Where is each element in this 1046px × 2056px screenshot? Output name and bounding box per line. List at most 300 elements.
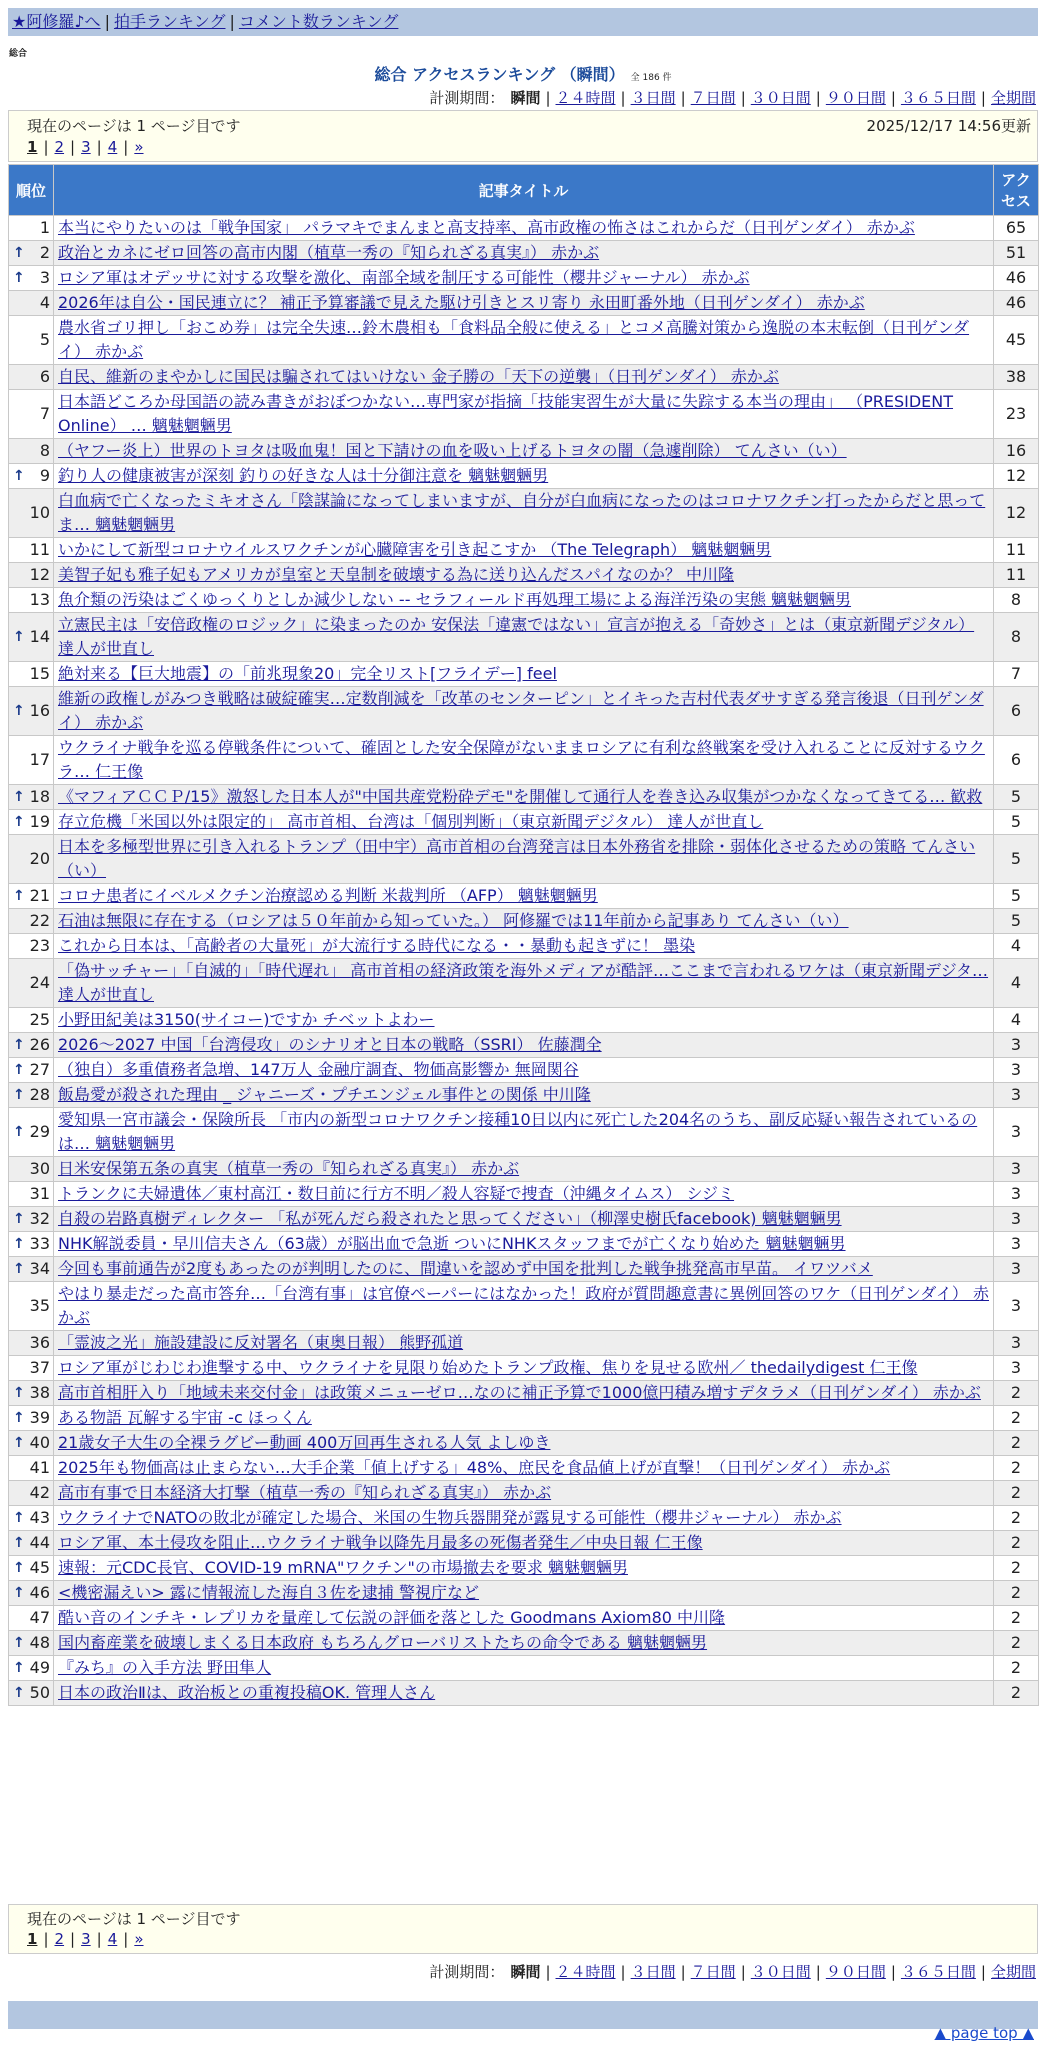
article-link[interactable]: ウクライナでNATOの敗北が確定した場合、米国の生物兵器開発が露見する可能性（櫻井ジャーナル） 赤かぶ bbox=[58, 1508, 842, 1527]
rank-cell bbox=[9, 934, 54, 959]
title-cell bbox=[54, 1531, 994, 1556]
access-count: 3 bbox=[994, 1108, 1039, 1157]
period-link[interactable]: ９０日間 bbox=[825, 1963, 886, 1981]
table-row bbox=[9, 1381, 1039, 1406]
title-cell bbox=[54, 390, 994, 439]
period-link[interactable]: ２４時間 bbox=[555, 89, 616, 107]
rank-number: 48 bbox=[29, 1633, 50, 1652]
page-top-link[interactable]: ▲ page top ▲ bbox=[934, 2024, 1034, 2042]
rank-number: 34 bbox=[29, 1259, 50, 1278]
article-link[interactable]: 小野田紀美は3150(サイコー)ですか チベットよわー bbox=[58, 1010, 435, 1029]
rank-cell bbox=[9, 216, 54, 241]
table-row bbox=[9, 365, 1039, 390]
title-cell bbox=[54, 563, 994, 588]
up-arrow-icon: ↑ bbox=[13, 270, 25, 286]
article-link[interactable]: <機密漏えい> 露に情報流した海自３佐を逮捕 警視庁など bbox=[58, 1583, 479, 1602]
rank-cell bbox=[9, 1356, 54, 1381]
article-link[interactable]: 酷い音のインチキ・レプリカを量産して伝説の評価を落とした Goodmans Axiom80 中川隆 bbox=[58, 1608, 726, 1627]
rank-number: 42 bbox=[29, 1483, 50, 1502]
access-count: 2 bbox=[994, 1606, 1039, 1631]
updated-timestamp: 2025/12/17 14:56更新 bbox=[866, 117, 1031, 135]
access-count: 3 bbox=[994, 1207, 1039, 1232]
table-row bbox=[9, 1033, 1039, 1058]
rank-number: 43 bbox=[29, 1508, 50, 1527]
up-arrow-icon: ↑ bbox=[13, 703, 25, 719]
period-selector-bottom bbox=[429, 1961, 1036, 1982]
pager-link[interactable]: 2 bbox=[54, 1930, 65, 1948]
title-cell bbox=[54, 1606, 994, 1631]
rank-cell bbox=[9, 1257, 54, 1282]
article-link[interactable]: 2026～2027 中国「台湾侵攻」のシナリオと日本の戦略（SSRI） 佐藤潤全 bbox=[58, 1035, 602, 1054]
access-count: 2 bbox=[994, 1656, 1039, 1681]
period-link[interactable]: ９０日間 bbox=[825, 89, 886, 107]
title-cell bbox=[54, 1108, 994, 1157]
up-arrow-icon: ↑ bbox=[13, 629, 25, 645]
access-count: 4 bbox=[994, 959, 1039, 1008]
access-count: 12 bbox=[994, 489, 1039, 538]
access-count: 5 bbox=[994, 909, 1039, 934]
rank-cell bbox=[9, 736, 54, 785]
title-cell bbox=[54, 687, 994, 736]
article-link[interactable]: 維新の政権しがみつき戦略は破綻確実…定数削減を「改革のセンターピン」とイキった吉村代表ダサすぎる発言後退（日刊ゲンダイ） 赤かぶ bbox=[58, 689, 984, 732]
article-link[interactable]: ロシア軍、本土侵攻を阻止…ウクライナ戦争以降先月最多の死傷者発生／中央日報 仁王像 bbox=[58, 1533, 703, 1552]
article-link[interactable]: 農水省ゴリ押し「おこめ券」は完全失速…鈴木農相も「食料品全般に使える」とコメ高騰対策から逸脱の本末転倒（日刊ゲンダイ） 赤かぶ bbox=[58, 318, 970, 361]
rank-number: 21 bbox=[29, 886, 50, 905]
pagination bbox=[27, 138, 144, 156]
pager-next[interactable]: » bbox=[134, 138, 144, 156]
article-link[interactable]: コロナ患者にイベルメクチン治療認める判断 米裁判所 （AFP） 魑魅魍魎男 bbox=[58, 886, 598, 905]
article-link[interactable]: 立憲民主は「安倍政権のロジック」に染まったのか 安保法「違憲ではない」宣言が抱える「奇妙さ」とは（東京新聞デジタル） 達人が世直し bbox=[58, 615, 975, 658]
period-label: 計測期間： bbox=[429, 1963, 505, 1981]
rank-number: 40 bbox=[29, 1433, 50, 1452]
access-count: 5 bbox=[994, 810, 1039, 835]
table-row bbox=[9, 1232, 1039, 1257]
up-arrow-icon: ↑ bbox=[13, 1261, 25, 1277]
title-cell bbox=[54, 959, 994, 1008]
period-separator: | bbox=[740, 1963, 746, 1981]
table-row bbox=[9, 489, 1039, 538]
nav-separator: | bbox=[229, 12, 235, 31]
rank-cell bbox=[9, 464, 54, 489]
article-link[interactable]: 絶対来る【巨大地震】の「前兆現象20」完全リスト[フライデー] feel bbox=[58, 664, 557, 683]
period-link[interactable]: ３６５日間 bbox=[900, 89, 976, 107]
rank-cell bbox=[9, 291, 54, 316]
rank-number: 1 bbox=[39, 218, 50, 237]
rank-cell bbox=[9, 563, 54, 588]
rank-cell bbox=[9, 613, 54, 662]
rank-number: 17 bbox=[29, 750, 50, 769]
title-cell bbox=[54, 613, 994, 662]
access-count: 3 bbox=[994, 1058, 1039, 1083]
period-separator: | bbox=[680, 89, 686, 107]
table-header-row bbox=[9, 165, 1039, 216]
period-link[interactable]: ７日間 bbox=[690, 1963, 736, 1981]
article-link[interactable]: 日本語どころか母国語の読み書きがおぼつかない…専門家が指摘「技能実習生が大量に失踪する本当の理由」 （PRESIDENT Online） … 魑魅魍魎男 bbox=[58, 392, 954, 435]
rank-cell bbox=[9, 909, 54, 934]
title-cell bbox=[54, 1456, 994, 1481]
pager-link[interactable]: 4 bbox=[107, 138, 118, 156]
table-row bbox=[9, 266, 1039, 291]
top-nav-bar bbox=[8, 8, 1038, 36]
article-link[interactable]: （ヤフー炎上）世界のトヨタは吸血鬼！国と下請けの血を吸い上げるトヨタの闇（急遽削除） てんさい（い） bbox=[58, 441, 847, 460]
article-link[interactable]: （独自）多重債務者急増、147万人 金融庁調査、物価高影響か 無岡関谷 bbox=[58, 1060, 579, 1079]
article-link[interactable]: 高市有事で日本経済大打撃（植草一秀の『知られざる真実』） 赤かぶ bbox=[58, 1483, 552, 1502]
article-link[interactable]: 魚介類の汚染はごくゆっくりとしか減少しない -- セラフィールド再処理工場による海洋汚染の実態 魑魅魍魎男 bbox=[58, 590, 852, 609]
table-row bbox=[9, 1257, 1039, 1282]
pager-current: 1 bbox=[27, 138, 38, 156]
article-link[interactable]: 『みち』の入手方法 野田隼人 bbox=[58, 1658, 272, 1677]
period-link[interactable]: ３６５日間 bbox=[900, 1963, 976, 1981]
article-link[interactable]: 美智子妃も雅子妃もアメリカが皇室と天皇制を破壊する為に送り込んだスパイなのか？ 中川隆 bbox=[58, 565, 734, 584]
rank-number: 25 bbox=[29, 1010, 50, 1029]
rank-cell bbox=[9, 884, 54, 909]
article-link[interactable]: ロシア軍はオデッサに対する攻撃を激化、南部全域を制圧する可能性（櫻井ジャーナル） 赤かぶ bbox=[58, 268, 750, 287]
pager-link[interactable]: 3 bbox=[81, 1930, 91, 1948]
rank-number: 27 bbox=[29, 1060, 50, 1079]
period-link[interactable]: ３日間 bbox=[630, 1963, 676, 1981]
table-row bbox=[9, 1108, 1039, 1157]
pager-separator: | bbox=[123, 1930, 129, 1948]
rank-cell bbox=[9, 316, 54, 365]
rank-number: 6 bbox=[39, 367, 50, 386]
rank-number: 33 bbox=[29, 1234, 50, 1253]
table-row bbox=[9, 909, 1039, 934]
rank-cell bbox=[9, 1556, 54, 1581]
article-link[interactable]: ウクライナ戦争を巡る停戦条件について、確固とした安全保障がないままロシアに有利な終戦案を受け入れることに反対するウクラ… 仁王像 bbox=[58, 738, 985, 781]
rank-number: 2 bbox=[39, 243, 50, 262]
rank-number: 13 bbox=[29, 590, 50, 609]
table-row bbox=[9, 959, 1039, 1008]
period-link[interactable]: ３０日間 bbox=[750, 1963, 811, 1981]
access-count: 2 bbox=[994, 1456, 1039, 1481]
up-arrow-icon: ↑ bbox=[13, 1385, 25, 1401]
rank-cell bbox=[9, 1008, 54, 1033]
period-separator: | bbox=[545, 89, 551, 107]
article-link[interactable]: 今回も事前通告が2度もあったのが判明したのに、間違いを認めず中国を批判した戦争挑発高市早苗。 イワツバメ bbox=[58, 1259, 873, 1278]
rank-number: 32 bbox=[29, 1209, 50, 1228]
table-row bbox=[9, 810, 1039, 835]
title-cell bbox=[54, 1381, 994, 1406]
period-link[interactable]: 全期間 bbox=[990, 1963, 1036, 1981]
title-cell bbox=[54, 1232, 994, 1257]
rank-cell bbox=[9, 1381, 54, 1406]
table-row bbox=[9, 588, 1039, 613]
up-arrow-icon: ↑ bbox=[13, 1435, 25, 1451]
access-count: 2 bbox=[994, 1506, 1039, 1531]
rank-number: 49 bbox=[29, 1658, 50, 1677]
up-arrow-icon: ↑ bbox=[13, 814, 25, 830]
period-current: 瞬間 bbox=[510, 89, 541, 107]
article-link[interactable]: 《マフィアＣＣＰ/15》激怒した日本人が"中国共産党粉砕デモ"を開催して通行人を巻き込み収集がつかなくなってきてる… 歓救 bbox=[58, 787, 983, 806]
access-count: 65 bbox=[994, 216, 1039, 241]
title-cell bbox=[54, 489, 994, 538]
rank-cell bbox=[9, 1033, 54, 1058]
title-cell bbox=[54, 810, 994, 835]
rank-number: 37 bbox=[29, 1358, 50, 1377]
access-count: 2 bbox=[994, 1531, 1039, 1556]
article-link[interactable]: 2025年も物価高は止まらない…大手企業「値上げする」48%、庶民を食品値上げが直撃！（日刊ゲンダイ） 赤かぶ bbox=[58, 1458, 891, 1477]
period-separator: | bbox=[620, 1963, 626, 1981]
table-row bbox=[9, 1481, 1039, 1506]
breadcrumb: 総合 bbox=[9, 49, 28, 59]
rank-number: 22 bbox=[29, 911, 50, 930]
up-arrow-icon: ↑ bbox=[13, 1236, 25, 1252]
access-count: 3 bbox=[994, 1356, 1039, 1381]
article-link[interactable]: 高市首相肝入り「地域未来交付金」は政策メニューゼロ…なのに補正予算で1000億円積み増すデタラメ（日刊ゲンダイ） 赤かぶ bbox=[58, 1383, 981, 1402]
rank-cell bbox=[9, 835, 54, 884]
access-count: 3 bbox=[994, 1157, 1039, 1182]
access-count: 4 bbox=[994, 1008, 1039, 1033]
title-cell bbox=[54, 1581, 994, 1606]
table-row bbox=[9, 687, 1039, 736]
title-cell bbox=[54, 1431, 994, 1456]
table-row bbox=[9, 1008, 1039, 1033]
table-row bbox=[9, 1058, 1039, 1083]
period-separator: | bbox=[680, 1963, 686, 1981]
rank-cell bbox=[9, 1083, 54, 1108]
rank-cell bbox=[9, 687, 54, 736]
rank-cell bbox=[9, 1606, 54, 1631]
rank-cell bbox=[9, 1531, 54, 1556]
pager-link[interactable]: 3 bbox=[81, 138, 91, 156]
table-row bbox=[9, 1207, 1039, 1232]
title-cell bbox=[54, 1257, 994, 1282]
article-link[interactable]: 速報：元CDC長官、COVID-19 mRNA"ワクチン"の市場撤去を要求 魑魅魍魎男 bbox=[58, 1558, 628, 1577]
home-link[interactable]: ★阿修羅♪へ bbox=[12, 12, 101, 31]
access-count: 3 bbox=[994, 1182, 1039, 1207]
article-link[interactable]: NHK解説委員・早川信夫さん（63歳）が脳出血で急逝 ついにNHKスタッフまでが亡くなり始めた 魑魅魍魎男 bbox=[58, 1234, 846, 1253]
access-count: 2 bbox=[994, 1631, 1039, 1656]
rank-cell bbox=[9, 810, 54, 835]
rank-header: 順位 bbox=[9, 165, 54, 216]
rank-number: 3 bbox=[39, 268, 50, 287]
page-title-text: 総合 アクセスランキング （瞬間） bbox=[374, 65, 625, 84]
table-row bbox=[9, 1157, 1039, 1182]
rank-cell bbox=[9, 662, 54, 687]
article-link[interactable]: 「霊波之光」施設建設に反対署名（東奥日報） 熊野孤道 bbox=[58, 1333, 464, 1352]
access-count: 5 bbox=[994, 785, 1039, 810]
article-link[interactable]: 日本の政治Ⅱは、政治板との重複投稿OK. 管理人さん bbox=[58, 1683, 436, 1702]
pager-link[interactable]: 2 bbox=[54, 138, 65, 156]
article-link[interactable]: 本当にやりたいのは「戦争国家」 パラマキでまんまと高支持率、高市政権の怖さはこれからだ（日刊ゲンダイ） 赤かぶ bbox=[58, 218, 915, 237]
table-row bbox=[9, 1282, 1039, 1331]
rank-number: 47 bbox=[29, 1608, 50, 1627]
period-separator: | bbox=[815, 89, 821, 107]
rank-number: 8 bbox=[39, 441, 50, 460]
article-link[interactable]: 日本を多極型世界に引き入れるトランプ（田中宇）高市首相の台湾発言は日本外務省を排除・弱体化させるための策略 てんさい（い） bbox=[58, 837, 976, 880]
article-link[interactable]: 国内畜産業を破壊しまくる日本政府 もちろんグローバリストたちの命令である 魑魅魍魎男 bbox=[58, 1633, 708, 1652]
article-link[interactable]: ロシア軍がじわじわ進撃する中、ウクライナを見限り始めたトランプ政権、焦りを見せる欧州／ thedailydigest 仁王像 bbox=[58, 1358, 918, 1377]
article-link[interactable]: 愛知県一宮市議会・保険所長 「市内の新型コロナワクチン接種10日以内に死亡した204名のうち、副反応疑い報告されているのは… 魑魅魍魎男 bbox=[58, 1110, 978, 1153]
rank-number: 28 bbox=[29, 1085, 50, 1104]
article-link[interactable]: やはり暴走だった高市答弁…「台湾有事」は官僚ペーパーにはなかった！政府が質問趣意書に異例回答のワケ（日刊ゲンダイ） 赤かぶ bbox=[58, 1284, 990, 1327]
access-count: 6 bbox=[994, 736, 1039, 785]
article-link[interactable]: 政治とカネにゼロ回答の高市内閣（植草一秀の『知られざる真実』） 赤かぶ bbox=[58, 243, 600, 262]
access-count: 2 bbox=[994, 1581, 1039, 1606]
up-arrow-icon: ↑ bbox=[13, 245, 25, 261]
rank-number: 20 bbox=[29, 849, 50, 868]
rank-cell bbox=[9, 1282, 54, 1331]
access-count: 2 bbox=[994, 1481, 1039, 1506]
rank-cell bbox=[9, 439, 54, 464]
rank-cell bbox=[9, 538, 54, 563]
article-link[interactable]: ある物語 瓦解する宇宙 -c ほっくん bbox=[58, 1408, 312, 1427]
article-link[interactable]: 存立危機「米国以外は限定的」 高市首相、台湾は「個別判断」（東京新聞デジタル） 達人が世直し bbox=[58, 812, 764, 831]
rank-number: 35 bbox=[29, 1296, 50, 1315]
table-row bbox=[9, 291, 1039, 316]
comment-ranking-link[interactable]: コメント数ランキング bbox=[238, 12, 399, 31]
period-link[interactable]: ２４時間 bbox=[555, 1963, 616, 1981]
rank-number: 39 bbox=[29, 1408, 50, 1427]
rank-cell bbox=[9, 365, 54, 390]
title-cell bbox=[54, 1506, 994, 1531]
article-link[interactable]: 日米安保第五条の真実（植草一秀の『知られざる真実』） 赤かぶ bbox=[58, 1159, 520, 1178]
title-cell bbox=[54, 538, 994, 563]
rank-cell bbox=[9, 959, 54, 1008]
access-count: 3 bbox=[994, 1033, 1039, 1058]
rank-number: 11 bbox=[29, 540, 50, 559]
table-row bbox=[9, 538, 1039, 563]
table-row bbox=[9, 934, 1039, 959]
up-arrow-icon: ↑ bbox=[13, 1660, 25, 1676]
bottom-bar bbox=[8, 2001, 1038, 2029]
title-cell bbox=[54, 835, 994, 884]
rank-cell bbox=[9, 1656, 54, 1681]
title-cell bbox=[54, 1282, 994, 1331]
pager-separator: | bbox=[123, 138, 129, 156]
access-count: 12 bbox=[994, 464, 1039, 489]
title-cell bbox=[54, 316, 994, 365]
rank-number: 14 bbox=[29, 627, 50, 646]
access-count: 8 bbox=[994, 613, 1039, 662]
period-separator: | bbox=[890, 89, 896, 107]
title-cell bbox=[54, 1656, 994, 1681]
article-link[interactable]: トランクに夫婦遺体／東村高江・数日前に行方不明／殺人容疑で捜査（沖縄タイムス） シジミ bbox=[58, 1184, 735, 1203]
period-separator: | bbox=[980, 1963, 986, 1981]
table-row bbox=[9, 1581, 1039, 1606]
period-link[interactable]: 全期間 bbox=[990, 89, 1036, 107]
rank-cell bbox=[9, 1581, 54, 1606]
table-row bbox=[9, 662, 1039, 687]
article-link[interactable]: 21歳女子大生の全裸ラグビー動画 400万回再生される人気 よしゆき bbox=[58, 1433, 551, 1452]
rank-cell bbox=[9, 266, 54, 291]
rank-number: 29 bbox=[29, 1122, 50, 1141]
table-row bbox=[9, 884, 1039, 909]
table-row bbox=[9, 1083, 1039, 1108]
rank-number: 5 bbox=[39, 330, 50, 349]
pager-link[interactable]: 4 bbox=[107, 1930, 118, 1948]
title-cell bbox=[54, 909, 994, 934]
table-row bbox=[9, 1506, 1039, 1531]
article-link[interactable]: いかにして新型コロナウイルスワクチンが心臓障害を引き起こすか （The Telegraph） 魑魅魍魎男 bbox=[58, 540, 772, 559]
table-row bbox=[9, 563, 1039, 588]
up-arrow-icon: ↑ bbox=[13, 1062, 25, 1078]
rank-number: 4 bbox=[39, 293, 50, 312]
article-link[interactable]: 「偽サッチャー」「自滅的」「時代遅れ」 高市首相の経済政策を海外メディアが酷評…ここまで言われるワケは（東京新聞デジタ… 達人が世直し bbox=[58, 961, 989, 1004]
page-info-box bbox=[8, 110, 1038, 162]
article-link[interactable]: 自民、維新のまやかしに国民は騙されてはいけない 金子勝の「天下の逆襲」（日刊ゲンダイ） 赤かぶ bbox=[58, 367, 779, 386]
title-cell bbox=[54, 1157, 994, 1182]
period-link[interactable]: ７日間 bbox=[690, 89, 736, 107]
period-link[interactable]: ３日間 bbox=[630, 89, 676, 107]
access-count: 5 bbox=[994, 884, 1039, 909]
table-row bbox=[9, 1406, 1039, 1431]
access-count: 2 bbox=[994, 1381, 1039, 1406]
rank-cell bbox=[9, 241, 54, 266]
article-link[interactable]: 自殺の岩路真樹ディレクター 「私が死んだら殺されたと思ってください」（柳澤史樹氏facebook) 魑魅魍魎男 bbox=[58, 1209, 842, 1228]
access-count: 3 bbox=[994, 1282, 1039, 1331]
title-header: 記事タイトル bbox=[54, 165, 994, 216]
article-link[interactable]: 2026年は自公・国民連立に？ 補正予算審議で見えた駆け引きとスリ寄り 永田町番外地（日刊ゲンダイ） 赤かぶ bbox=[58, 293, 865, 312]
rank-cell bbox=[9, 1182, 54, 1207]
rank-number: 7 bbox=[39, 404, 50, 423]
access-count: 3 bbox=[994, 1331, 1039, 1356]
title-cell bbox=[54, 934, 994, 959]
title-cell bbox=[54, 1182, 994, 1207]
current-page-text: 現在のページは 1 ページ目です bbox=[27, 117, 241, 135]
rank-number: 31 bbox=[29, 1184, 50, 1203]
access-count: 2 bbox=[994, 1431, 1039, 1456]
rank-number: 44 bbox=[29, 1533, 50, 1552]
title-cell bbox=[54, 439, 994, 464]
rank-number: 36 bbox=[29, 1333, 50, 1352]
article-link[interactable]: 白血病で亡くなったミキオさん「陰謀論になってしまいますが、自分が白血病になったのはコロナワクチン打ったからだと思ってま… 魑魅魍魎男 bbox=[58, 491, 986, 534]
access-count: 11 bbox=[994, 538, 1039, 563]
period-separator: | bbox=[815, 1963, 821, 1981]
access-count: 11 bbox=[994, 563, 1039, 588]
rank-cell bbox=[9, 1058, 54, 1083]
period-separator: | bbox=[980, 89, 986, 107]
table-row bbox=[9, 1606, 1039, 1631]
table-row bbox=[9, 835, 1039, 884]
rank-cell bbox=[9, 1406, 54, 1431]
title-cell bbox=[54, 1058, 994, 1083]
access-count: 16 bbox=[994, 439, 1039, 464]
up-arrow-icon: ↑ bbox=[13, 1087, 25, 1103]
article-link[interactable]: 石油は無限に存在する（ロシアは５０年前から知っていた。） 阿修羅では11年前から記事あり てんさい（い） bbox=[58, 911, 849, 930]
access-count: 3 bbox=[994, 1083, 1039, 1108]
table-row bbox=[9, 613, 1039, 662]
up-arrow-icon: ↑ bbox=[13, 789, 25, 805]
rank-cell bbox=[9, 1157, 54, 1182]
access-count: 46 bbox=[994, 291, 1039, 316]
article-link[interactable]: これから日本は、「高齢者の大量死」が大流行する時代になる・・暴動も起きずに！ 墨染 bbox=[58, 936, 696, 955]
up-arrow-icon: ↑ bbox=[13, 1535, 25, 1551]
title-cell bbox=[54, 588, 994, 613]
rank-number: 45 bbox=[29, 1558, 50, 1577]
access-count: 2 bbox=[994, 1556, 1039, 1581]
access-count: 45 bbox=[994, 316, 1039, 365]
rank-number: 10 bbox=[29, 503, 50, 522]
table-row bbox=[9, 390, 1039, 439]
rank-cell bbox=[9, 1108, 54, 1157]
table-row bbox=[9, 1331, 1039, 1356]
rank-number: 15 bbox=[29, 664, 50, 683]
title-cell bbox=[54, 1556, 994, 1581]
article-link[interactable]: 飯島愛が殺された理由 _ ジャニーズ・プチエンジェル事件との関係 中川隆 bbox=[58, 1085, 591, 1104]
applause-ranking-link[interactable]: 拍手ランキング bbox=[113, 12, 226, 31]
table-row bbox=[9, 1531, 1039, 1556]
period-link[interactable]: ３０日間 bbox=[750, 89, 811, 107]
title-cell bbox=[54, 1356, 994, 1381]
rank-number: 46 bbox=[29, 1583, 50, 1602]
rank-cell bbox=[9, 588, 54, 613]
access-count: 2 bbox=[994, 1406, 1039, 1431]
pager-next[interactable]: » bbox=[134, 1930, 144, 1948]
nav-separator: | bbox=[104, 12, 110, 31]
article-link[interactable]: 釣り人の健康被害が深刻 釣りの好きな人は十分御注意を 魑魅魍魎男 bbox=[58, 466, 549, 485]
title-cell bbox=[54, 1083, 994, 1108]
